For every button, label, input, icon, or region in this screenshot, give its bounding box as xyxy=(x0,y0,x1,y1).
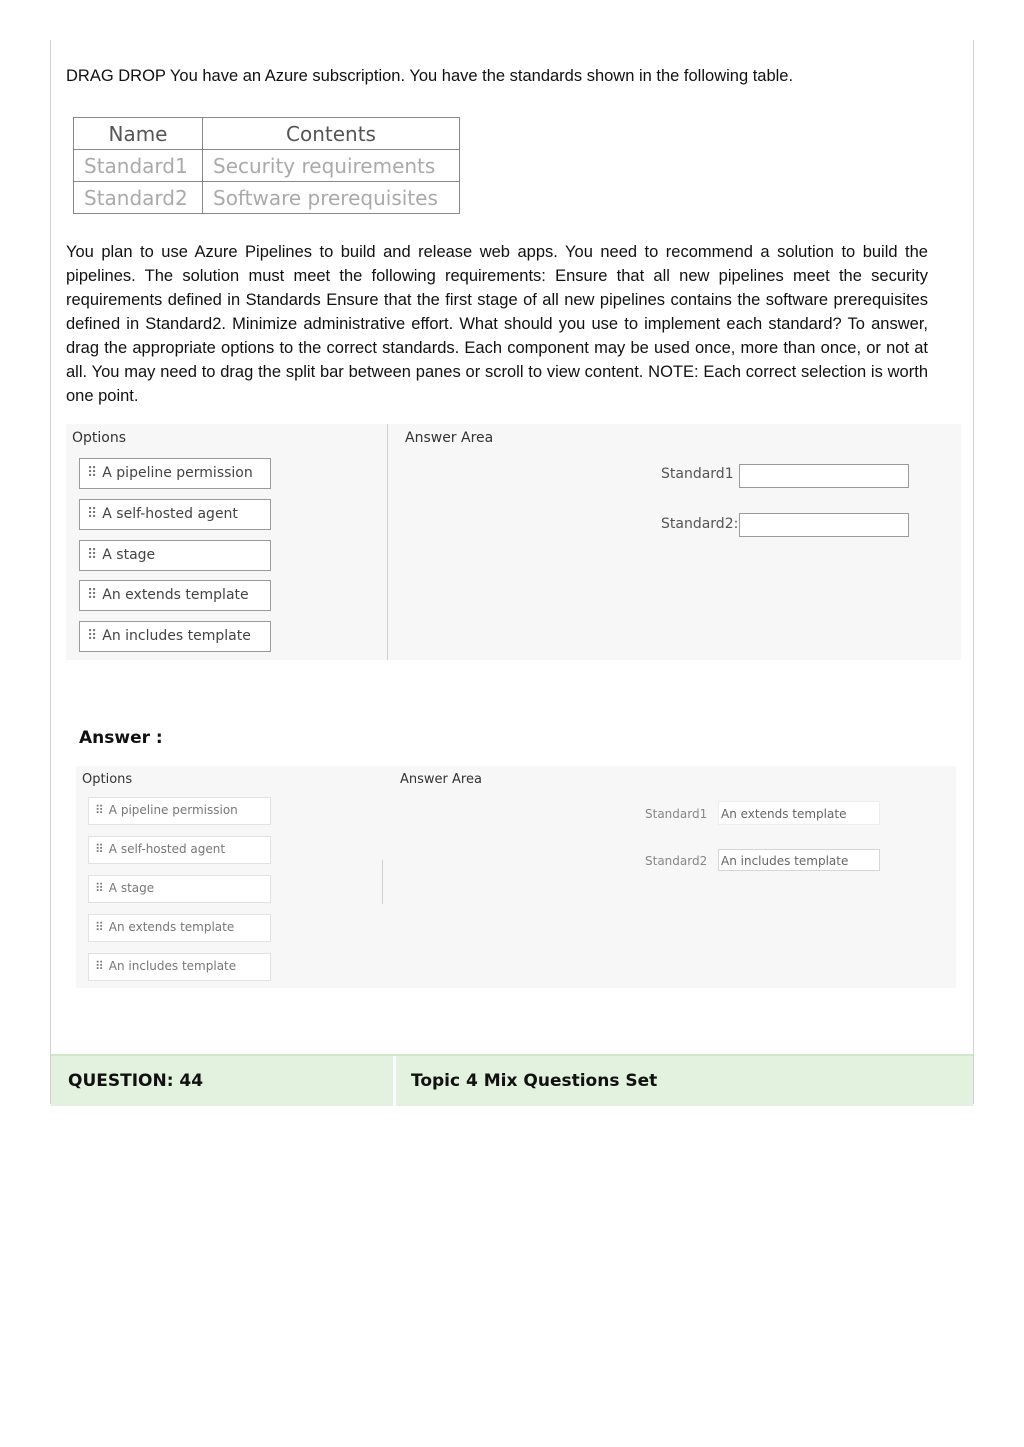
option-label: A self-hosted agent xyxy=(102,506,238,522)
question-page xyxy=(50,40,974,1104)
table-cell: Standard1 xyxy=(74,150,203,182)
option-self-hosted-agent[interactable] xyxy=(88,836,271,864)
answer-area-title: Answer Area xyxy=(405,430,494,446)
option-pipeline-permission[interactable] xyxy=(88,797,271,825)
question-topic: Topic 4 Mix Questions Set xyxy=(411,1071,658,1091)
drag-handle-icon: ⠿ xyxy=(87,465,97,481)
question-intro: DRAG DROP You have an Azure subscription. You have the standards shown in the following table. xyxy=(66,67,794,85)
table-cell: Security requirements xyxy=(203,150,460,182)
option-label: A self-hosted agent xyxy=(108,842,226,856)
options-title: Options xyxy=(82,772,133,787)
question-dragdrop-panel xyxy=(66,424,961,660)
drag-handle-icon: ⠿ xyxy=(87,628,97,644)
option-stage[interactable] xyxy=(88,875,271,903)
drag-handle-icon: ⠿ xyxy=(95,842,103,856)
drop-target-standard1[interactable] xyxy=(739,464,909,488)
drag-handle-icon: ⠿ xyxy=(95,959,103,973)
option-label: A pipeline permission xyxy=(108,803,238,817)
slot-label-standard2: Standard2 xyxy=(645,854,708,868)
table-row xyxy=(74,150,460,182)
drop-target-standard2[interactable] xyxy=(739,513,909,537)
slot-label-standard2: Standard2: xyxy=(661,516,739,532)
table-header-contents: Contents xyxy=(203,118,460,150)
option-label: A stage xyxy=(108,881,155,895)
question-number: QUESTION: 44 xyxy=(51,1056,396,1106)
slot-label-standard1: Standard1 xyxy=(645,807,708,821)
scenario-text: You plan to use Azure Pipelines to build and release web apps. You need to recommend a solution to build the pipelines. The solution must meet the following requirements: Ensure that all new pipelines meet the security requirements defined in Standards Ensure that the first stage of all new pipelines contains the software prerequisites defined in Standard2. Minimize administrative effort. What should you use to implement each standard? To answer, drag the appropriate options to the correct standards. Each component may be used once, more than once, or not at all. You may need to drag the split bar between panes or scroll to view content. NOTE: Each correct selection is worth one point. xyxy=(66,243,928,405)
answer-dragdrop-panel xyxy=(76,766,956,988)
option-includes-template[interactable] xyxy=(79,621,271,652)
split-bar[interactable] xyxy=(382,860,383,904)
option-extends-template[interactable] xyxy=(79,580,271,611)
standards-table xyxy=(73,117,460,214)
drop-target-standard2[interactable]: An includes template xyxy=(718,849,880,871)
option-stage[interactable] xyxy=(79,540,271,571)
answer-heading: Answer : xyxy=(79,728,163,748)
drag-handle-icon: ⠿ xyxy=(87,506,97,522)
option-label: A pipeline permission xyxy=(102,465,253,481)
table-row xyxy=(74,182,460,214)
option-label: An includes template xyxy=(108,959,237,973)
option-includes-template[interactable] xyxy=(88,953,271,981)
drag-handle-icon: ⠿ xyxy=(87,587,97,603)
option-label: An extends template xyxy=(102,587,249,603)
question-footer xyxy=(51,1054,973,1106)
answer-area-title: Answer Area xyxy=(400,772,482,787)
drag-handle-icon: ⠿ xyxy=(95,881,103,895)
options-title: Options xyxy=(72,430,127,446)
drag-handle-icon: ⠿ xyxy=(95,803,103,817)
drag-handle-icon: ⠿ xyxy=(87,547,97,563)
drag-handle-icon: ⠿ xyxy=(95,920,103,934)
split-bar[interactable] xyxy=(387,424,388,660)
option-extends-template[interactable] xyxy=(88,914,271,942)
table-header-name: Name xyxy=(74,118,203,150)
table-header-row xyxy=(74,118,460,150)
option-label: A stage xyxy=(102,547,156,563)
table-cell: Standard2 xyxy=(74,182,203,214)
drop-target-standard1[interactable]: An extends template xyxy=(718,801,880,825)
option-pipeline-permission[interactable] xyxy=(79,458,271,489)
option-self-hosted-agent[interactable] xyxy=(79,499,271,530)
option-label: An extends template xyxy=(108,920,235,934)
table-cell: Software prerequisites xyxy=(203,182,460,214)
option-label: An includes template xyxy=(102,628,251,644)
slot-label-standard1: Standard1 xyxy=(661,466,734,482)
